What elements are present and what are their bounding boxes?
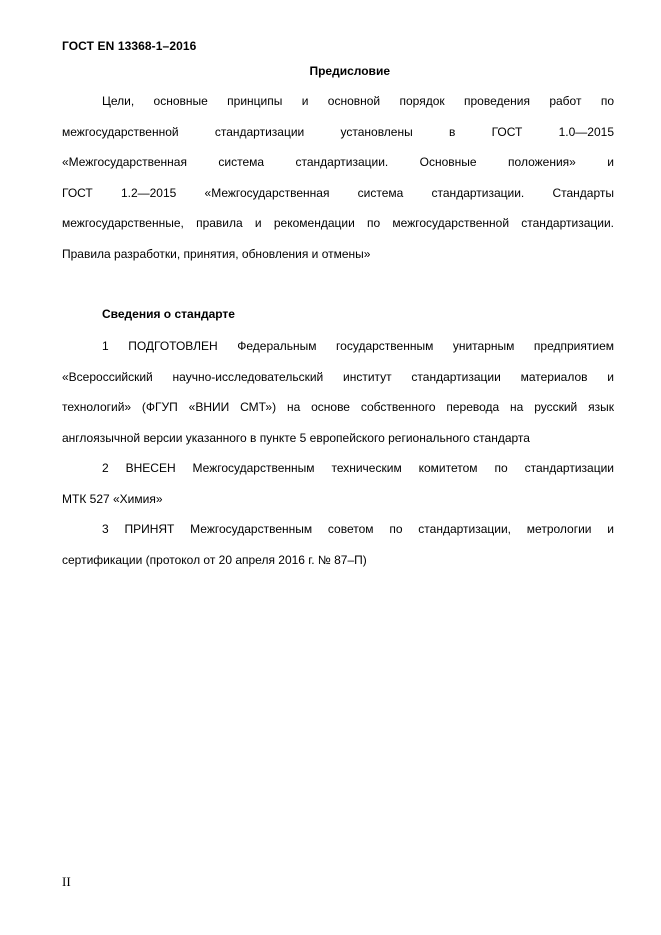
text-line: 3 ПРИНЯТ Межгосударственным советом по стандартизации, метрологии и: [102, 522, 614, 536]
text-line: ГОСТ 1.2—2015 «Межгосударственная система стандартизации. Стандарты: [62, 185, 614, 200]
standard-info-heading: Сведения о стандарте: [102, 307, 235, 321]
foreword-heading: Предисловие: [309, 64, 390, 78]
text-line: «Межгосударственная система стандартизации. Основные положения» и: [62, 155, 614, 169]
standard-info-item-1: [62, 331, 614, 453]
standard-info-item-3: [62, 514, 614, 575]
page-number: II: [62, 874, 71, 889]
text-line: МТК 527 «Химия»: [62, 491, 163, 506]
text-line: сертификации (протокол от 20 апреля 2016 г. № 87–П): [62, 552, 367, 567]
standard-info-item-2: [62, 453, 614, 514]
text-line: технологий» (ФГУП «ВНИИ СМТ») на основе собственного перевода на русский язык: [62, 400, 614, 414]
text-line: Правила разработки, принятия, обновления и отмены»: [62, 246, 371, 261]
text-line: «Всероссийский научно-исследовательский институт стандартизации материалов и: [62, 369, 614, 384]
foreword-paragraph: [62, 86, 614, 269]
text-line: Цели, основные принципы и основной порядок проведения работ по: [102, 94, 614, 108]
document-id: ГОСТ EN 13368-1–2016: [62, 39, 197, 53]
text-line: межгосударственной стандартизации установлены в ГОСТ 1.0—2015: [62, 124, 614, 139]
text-line: межгосударственные, правила и рекомендации по межгосударственной стандартизации.: [62, 216, 614, 230]
text-line: 1 ПОДГОТОВЛЕН Федеральным государственным унитарным предприятием: [102, 339, 614, 353]
text-line: 2 ВНЕСЕН Межгосударственным техническим комитетом по стандартизации: [102, 461, 614, 475]
text-line: англоязычной версии указанного в пункте 5 европейского регионального стандарта: [62, 430, 530, 445]
